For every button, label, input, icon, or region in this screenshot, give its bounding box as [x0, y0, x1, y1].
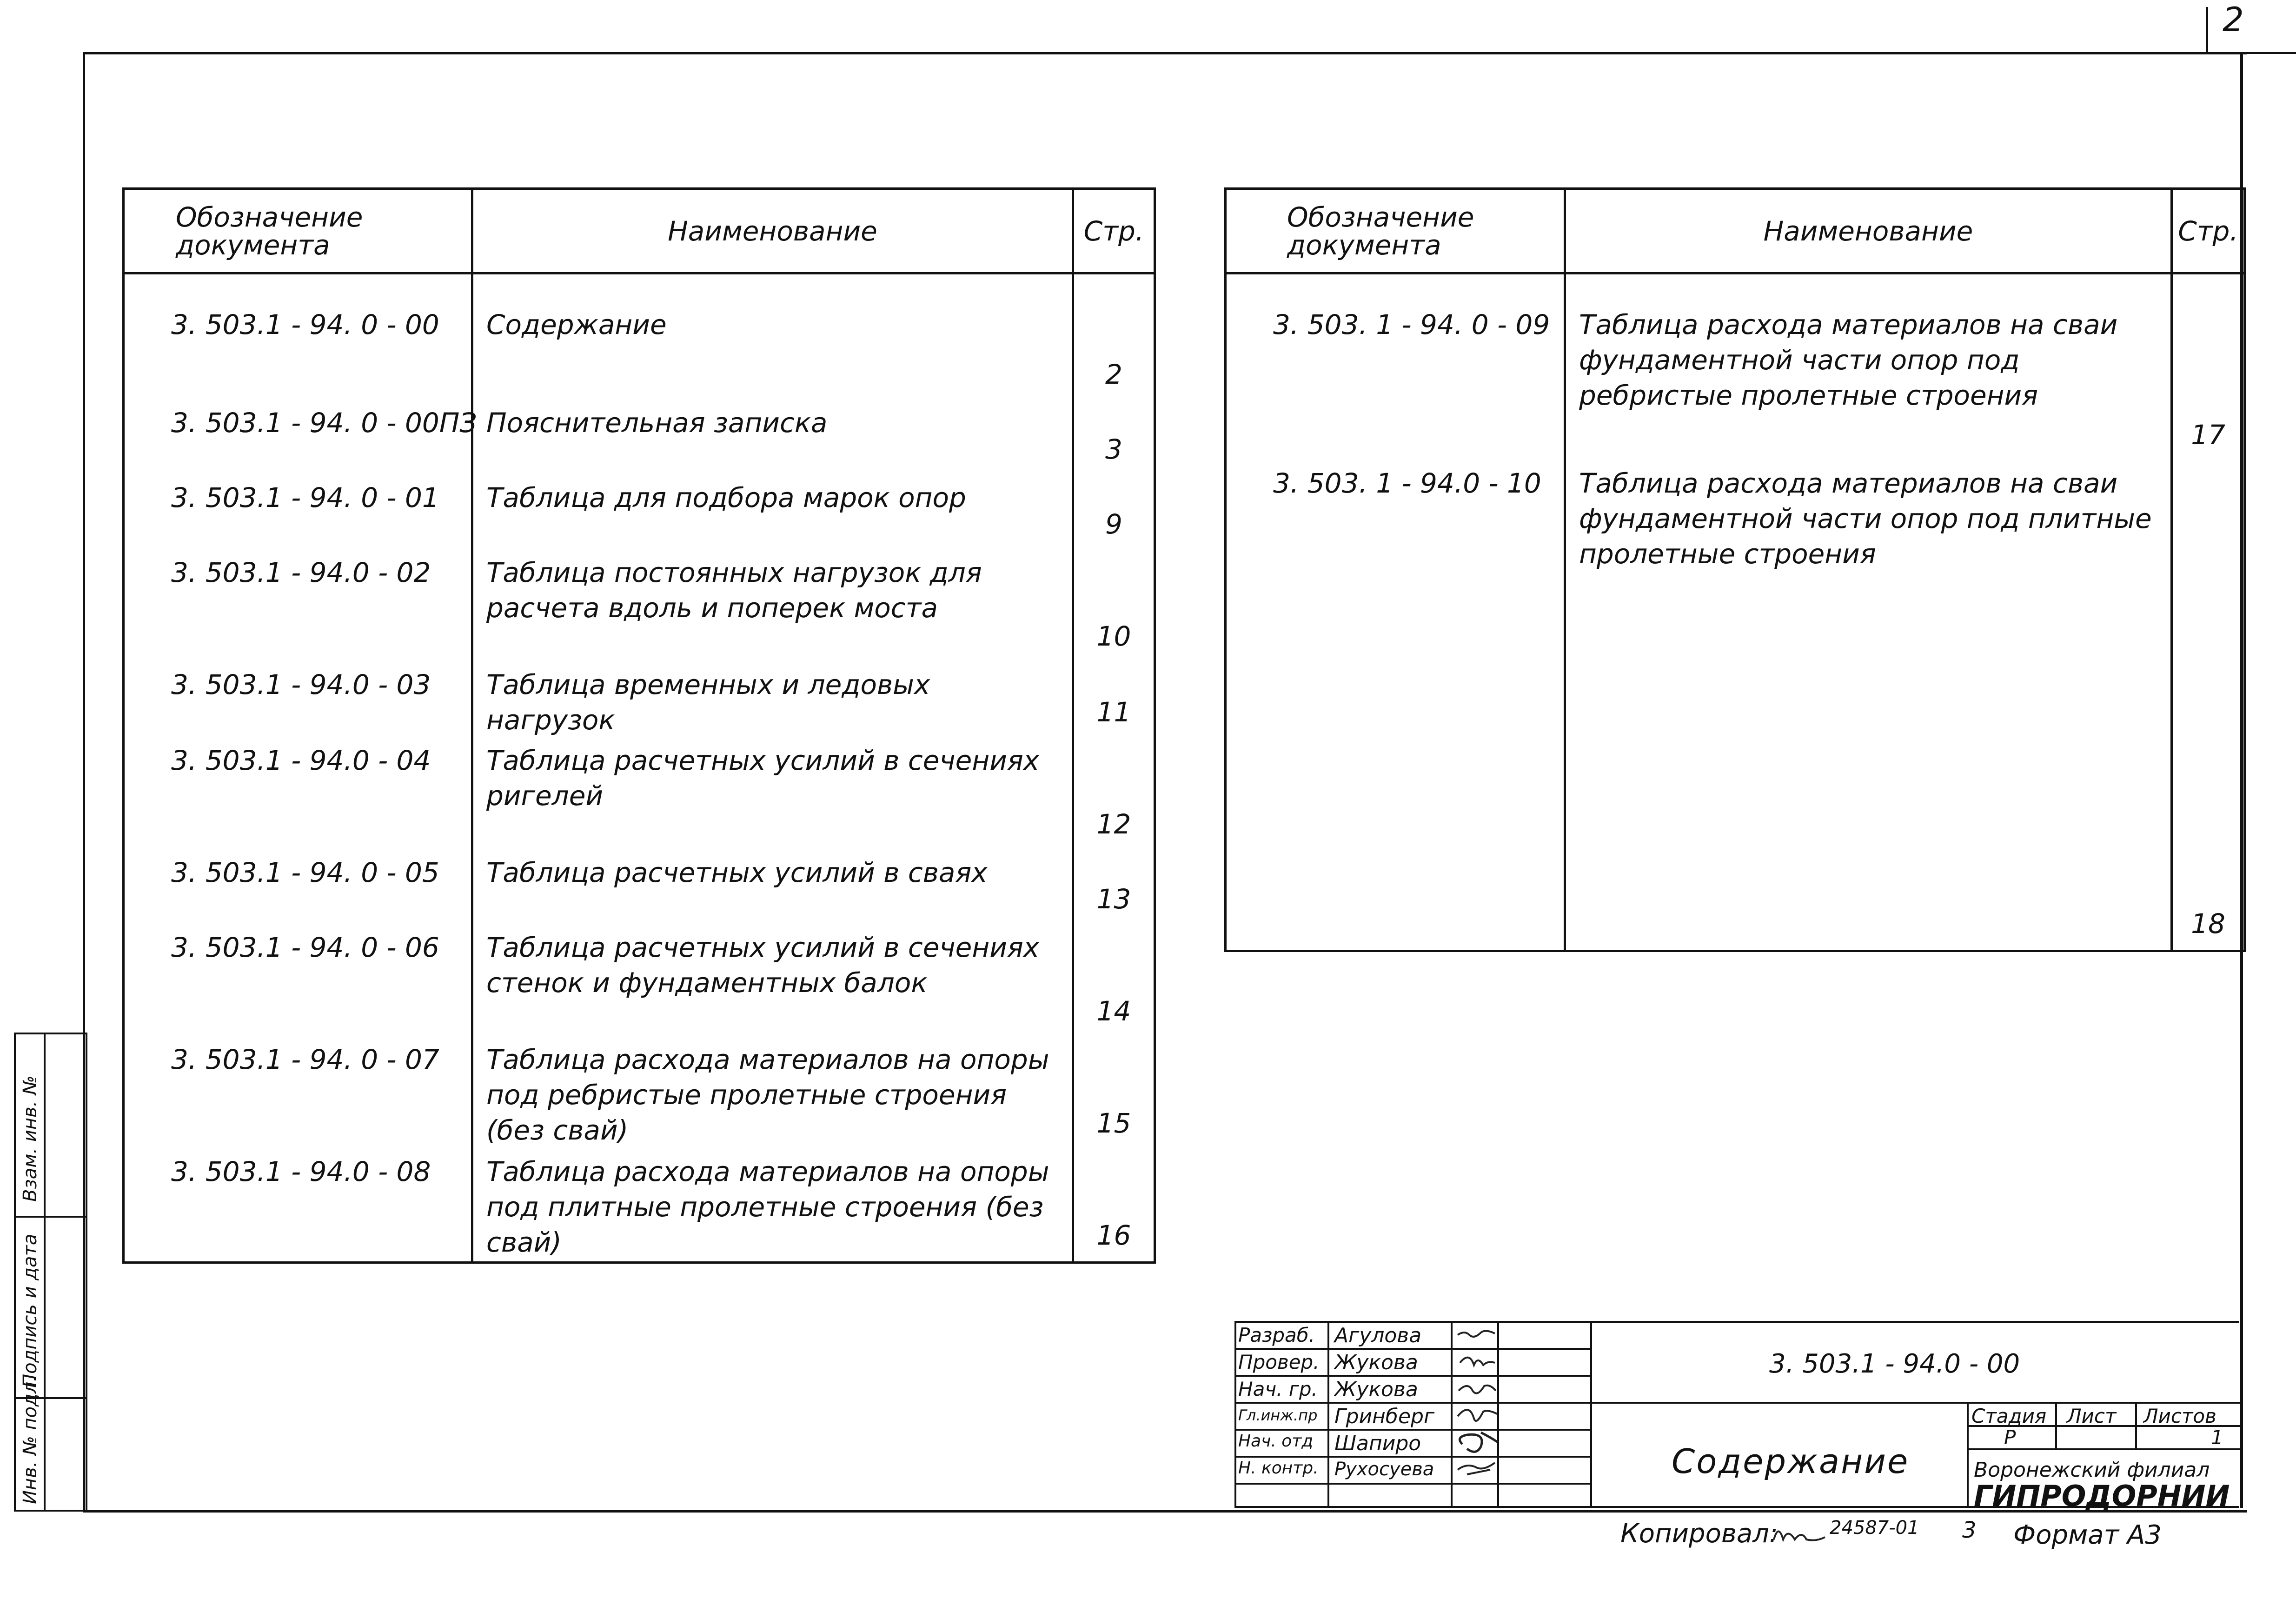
title-block-document-code: 3. 503.1 - 94.0 - 00 [1769, 1349, 2020, 1379]
page-number-cell: 12 [1073, 738, 1155, 850]
header-document-code: Обозначение документа [1226, 189, 1565, 273]
format-label: Формат А3 [2013, 1520, 2162, 1550]
page-number-cell: 15 [1073, 1037, 1155, 1149]
grid-line [1234, 1429, 1590, 1431]
page-number-cell: 2 [1073, 273, 1155, 401]
organization-branch: Воронежский филиал [1974, 1458, 2210, 1482]
document-code-cell: 3. 503.1 - 94.0 - 04 [124, 738, 472, 850]
grid-line [1234, 1402, 2241, 1404]
document-code-cell: 3. 503.1 - 94. 0 - 07 [124, 1037, 472, 1149]
document-code-cell: 3. 503.1 - 94.0 - 03 [124, 662, 472, 738]
margin-stamp-inventory-label: Инв. № подл. [20, 1376, 41, 1504]
grid-line [1234, 1483, 1590, 1485]
document-name-cell: Таблица расхода материалов на опоры под ребристые пролетные строения (без свай) [472, 1037, 1073, 1149]
role-norm-control: Н. контр. [1238, 1459, 1319, 1478]
table-row [124, 550, 1155, 662]
table-header-row [124, 189, 1155, 273]
header-name: Наименование [1565, 189, 2172, 273]
grid-line [1234, 1456, 1590, 1458]
person-norm-control: Рухосуева [1334, 1459, 1434, 1480]
grid-line [1234, 1375, 1590, 1377]
copier-signature [1772, 1521, 1827, 1549]
page-number-cell: 3 [1073, 400, 1155, 475]
contents-table-left [122, 187, 1156, 1264]
document-code-cell: 3. 503.1 - 94.0 - 02 [124, 550, 472, 662]
person-developer: Агулова [1334, 1324, 1422, 1347]
role-checker: Провер. [1238, 1351, 1320, 1373]
table-row [124, 850, 1155, 925]
document-code-cell: 3. 503. 1 - 94.0 - 10 [1226, 461, 1565, 951]
grid-line [1234, 1511, 1590, 1513]
organization-name: ГИПРОДОРНИИ [1974, 1479, 2230, 1513]
table-row [1226, 273, 2245, 461]
document-name-cell: Таблица расхода материалов на сваи фундаментной части опор под плитные пролетные строения [1565, 461, 2172, 951]
grid-line [1234, 1348, 1590, 1350]
person-department-head: Шапиро [1334, 1432, 1421, 1455]
copied-by-label: Копировал: [1620, 1519, 1778, 1549]
document-code-cell: 3. 503.1 - 94. 0 - 01 [124, 475, 472, 550]
sheet-label: Лист [2067, 1405, 2117, 1427]
page-number-cell: 9 [1073, 475, 1155, 550]
table-row [1226, 461, 2245, 951]
stage-label: Стадия [1971, 1405, 2047, 1427]
grid-line [1967, 1402, 1969, 1508]
table-row [124, 738, 1155, 850]
role-group-head: Нач. гр. [1238, 1378, 1318, 1400]
title-block [1234, 1321, 2241, 1513]
table-header-row [1226, 189, 2245, 273]
grid-line [1590, 1321, 1592, 1508]
page-number-cell: 16 [1073, 1149, 1155, 1263]
document-name-cell: Таблица для подбора марок опор [472, 475, 1073, 550]
table-row [124, 400, 1155, 475]
header-name: Наименование [472, 189, 1073, 273]
document-name-cell: Таблица расчетных усилий в сечениях ригелей [472, 738, 1073, 850]
document-name-cell: Пояснительная записка [472, 400, 1073, 475]
role-developer: Разраб. [1238, 1324, 1315, 1346]
person-group-head: Жукова [1334, 1378, 1418, 1401]
page-number-cell: 14 [1073, 925, 1155, 1037]
document-name-cell: Таблица временных и ледовых нагрузок [472, 662, 1073, 738]
contents-table-right [1224, 187, 2246, 952]
document-name-cell: Таблица расчетных усилий в сечениях стенок и фундаментных балок [472, 925, 1073, 1037]
header-page: Стр. [1073, 189, 1155, 273]
document-code-cell: 3. 503.1 - 94. 0 - 00 [124, 273, 472, 401]
table-row [124, 1037, 1155, 1149]
order-number: 24587-01 [1830, 1517, 1919, 1539]
margin-stamp-separator [16, 1216, 86, 1218]
role-department-head: Нач. отд [1238, 1432, 1314, 1451]
stage-value: Р [2004, 1426, 2016, 1449]
person-chief-engineer: Гринберг [1334, 1405, 1435, 1428]
page-number-cell: 17 [2172, 273, 2245, 461]
document-code-cell: 3. 503.1 - 94.0 - 08 [124, 1149, 472, 1263]
page-number-cell: 11 [1073, 662, 1155, 738]
table-row [124, 662, 1155, 738]
document-code-cell: 3. 503.1 - 94. 0 - 00ПЗ [124, 400, 472, 475]
sheets-label: Листов [2143, 1405, 2216, 1427]
document-name-cell: Таблица постоянных нагрузок для расчета вдоль и поперек моста [472, 550, 1073, 662]
document-name-cell: Таблица расчетных усилий в сваях [472, 850, 1073, 925]
margin-stamp-signature-label: Подпись и дата [20, 1233, 41, 1388]
sheets-value: 1 [2211, 1426, 2223, 1449]
margin-stamp [14, 1033, 87, 1512]
person-checker: Жукова [1334, 1351, 1418, 1374]
table-row [124, 1149, 1155, 1263]
document-code-cell: 3. 503. 1 - 94. 0 - 09 [1226, 273, 1565, 461]
document-code-cell: 3. 503.1 - 94. 0 - 06 [124, 925, 472, 1037]
margin-stamp-replacement-label: Взам. инв. № [20, 1075, 41, 1202]
document-name-cell: Таблица расхода материалов на сваи фундаментной части опор под ребристые пролетные строения [1565, 273, 2172, 461]
page-number: 2 [2223, 0, 2244, 39]
document-name-cell: Таблица расхода материалов на опоры под плитные пролетные строения (без свай) [472, 1149, 1073, 1263]
header-document-code: Обозначение документа [124, 189, 472, 273]
title-block-title: Содержание [1672, 1442, 1910, 1481]
table-row [124, 925, 1155, 1037]
page-number-cell: 10 [1073, 550, 1155, 662]
page-number-cell: 13 [1073, 850, 1155, 925]
signatures-drawing [1453, 1321, 1500, 1483]
page-number-cell: 18 [2172, 461, 2245, 951]
role-chief-engineer: Гл.инж.пр [1238, 1406, 1318, 1424]
document-name-cell: Содержание [472, 273, 1073, 401]
table-row [124, 475, 1155, 550]
document-code-cell: 3. 503.1 - 94. 0 - 05 [124, 850, 472, 925]
page-number-rule [2206, 7, 2208, 53]
sheet-index: 3 [1962, 1517, 1977, 1543]
header-page: Стр. [2172, 189, 2245, 273]
table-row [124, 273, 1155, 401]
margin-stamp-divider [44, 1034, 46, 1510]
